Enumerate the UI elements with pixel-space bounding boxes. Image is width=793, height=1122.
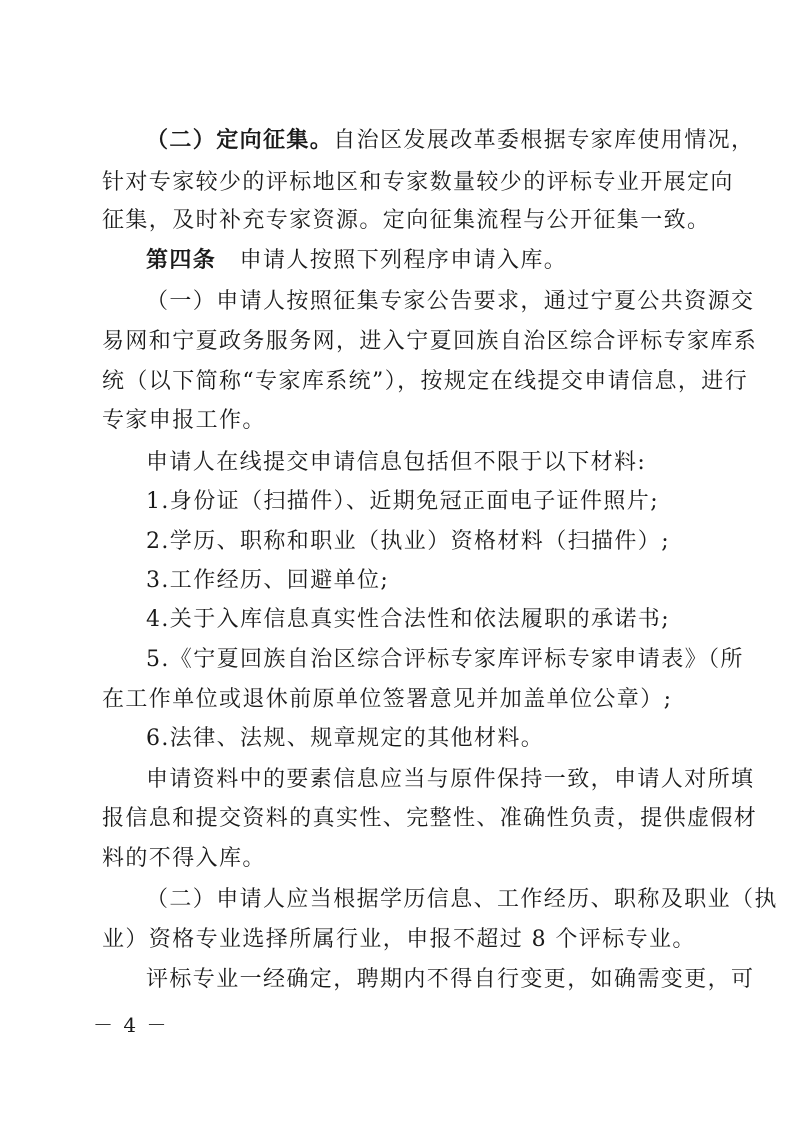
paragraph-authenticity-line-2: 报信息和提交资料的真实性、完整性、准确性负责，提供虚假材 xyxy=(102,806,758,831)
list-item-3: 3.工作经历、回避单位; xyxy=(146,568,390,593)
paragraph-step-one-line-1: （一）申请人按照征集专家公告要求，通过宁夏公共资源交 xyxy=(146,289,755,314)
paragraph-step-two-line-2: 业）资格专业选择所属行业，申报不超过 8 个评标专业。 xyxy=(102,927,696,952)
paragraph-directed-collection-line-3: 征集，及时补充专家资源。定向征集流程与公开征集一致。 xyxy=(102,208,711,233)
paragraph-directed-collection-line-1 xyxy=(146,126,755,154)
list-item-6: 6.法律、法规、规章规定的其他材料。 xyxy=(146,726,545,751)
directed-collection-text: 自治区发展改革委根据专家库使用情况， xyxy=(333,128,755,153)
list-item-5-continued: 在工作单位或退休前原单位签署意见并加盖单位公章）; xyxy=(102,687,673,712)
page-number: － 4 － xyxy=(93,1013,169,1037)
article-four-text: 申请人按照下列程序申请入库。 xyxy=(216,248,568,273)
list-item-5: 5.《宁夏回族自治区综合评标专家库评标专家申请表》（所 xyxy=(146,647,744,672)
list-item-2: 2.学历、职称和职业（执业）资格材料（扫描件）; xyxy=(146,529,671,554)
paragraph-directed-collection-line-2: 针对专家较少的评标地区和专家数量较少的评标专业开展定向 xyxy=(102,170,734,195)
article-four-heading: 第四条 xyxy=(146,247,217,273)
paragraph-authenticity-line-3: 料的不得入库。 xyxy=(102,846,266,871)
paragraph-step-two-line-1: （二）申请人应当根据学历信息、工作经历、职称及职业（执 xyxy=(146,887,778,912)
paragraph-authenticity-line-1: 申请资料中的要素信息应当与原件保持一致，申请人对所填 xyxy=(146,767,755,792)
list-item-4: 4.关于入库信息真实性合法性和依法履职的承诺书; xyxy=(146,607,671,632)
paragraph-step-one-line-2: 易网和宁夏政务服务网，进入宁夏回族自治区综合评标专家库系 xyxy=(102,329,758,354)
materials-intro: 申请人在线提交申请信息包括但不限于以下材料: xyxy=(146,450,647,475)
paragraph-step-one-line-3: 统（以下简称“专家库系统”），按规定在线提交申请信息，进行 xyxy=(102,369,749,394)
paragraph-step-one-line-4: 专家申报工作。 xyxy=(102,408,266,433)
paragraph-specialty-change: 评标专业一经确定，聘期内不得自行变更，如确需变更，可 xyxy=(146,967,755,992)
article-four-line xyxy=(146,246,692,274)
list-item-1: 1.身份证（扫描件）、近期免冠正面电子证件照片; xyxy=(146,489,660,514)
directed-collection-heading: （二）定向征集。 xyxy=(146,127,334,153)
